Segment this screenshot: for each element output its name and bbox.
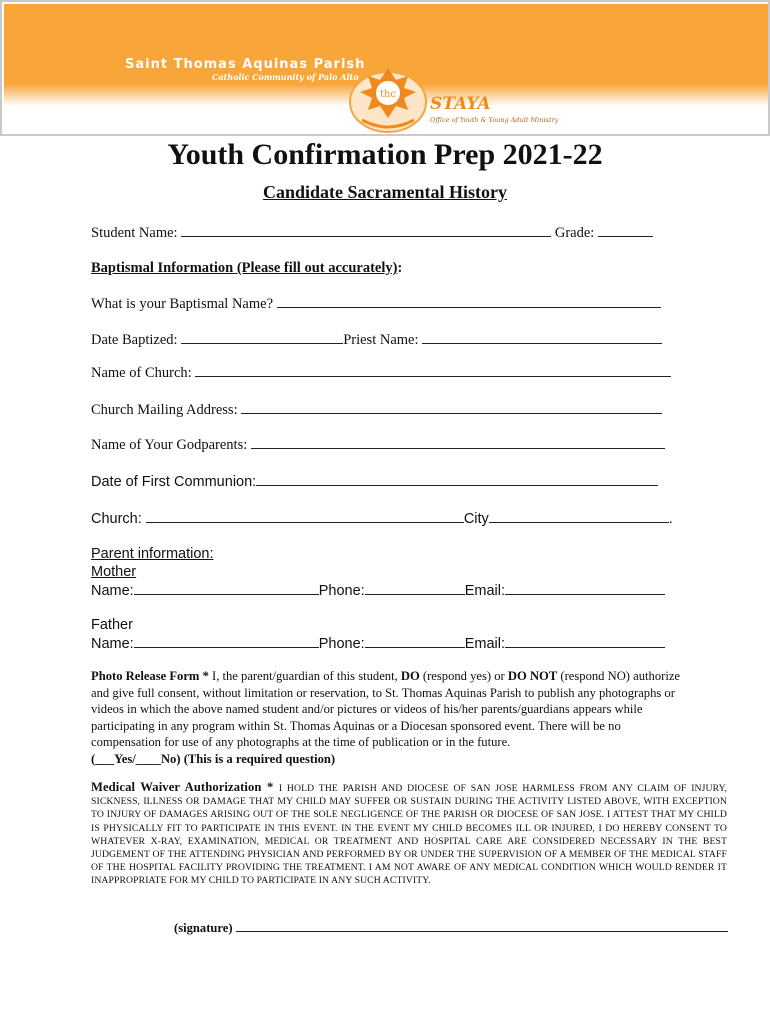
first-communion-field[interactable] [256, 473, 658, 486]
mother-phone-label: Phone: [318, 583, 365, 599]
mother-email-field[interactable] [505, 582, 665, 595]
photo-release-text3: (respond NO) authorize and give full consent, without limitation or reservation, to St. Thomas Aquinas Parish to publish any photographs or videos in which the above named student and/or pictures or videos of his/her parents/guardians appears while participating in any program within St. Thomas Aquinas or a Diocesan sponsored event. There will be no compensation for use of any photographs at the time of publication or in the future. [91, 669, 680, 749]
communion-church-row [91, 510, 673, 527]
father-phone-field[interactable] [365, 635, 465, 648]
staya-logo-icon [346, 62, 430, 134]
photo-release-yes-no[interactable]: (___Yes/____No) (This is a required question) [91, 751, 336, 766]
first-communion-label: Date of First Communion: [91, 474, 257, 490]
church-address-row [91, 401, 662, 419]
mother-email-label: Email: [464, 583, 505, 599]
grade-label: Grade: [554, 225, 595, 241]
student-name-label: Student Name: [91, 225, 178, 241]
medical-waiver-paragraph [91, 781, 727, 888]
page-subtitle: Candidate Sacramental History [263, 182, 507, 202]
baptismal-name-row [91, 295, 661, 313]
father-label: Father [91, 617, 133, 633]
date-baptized-field[interactable] [181, 331, 343, 344]
city-field[interactable] [489, 510, 669, 523]
medical-waiver-text: I HOLD THE PARISH AND DIOCESE OF SAN JOSE HARMLESS FROM ANY CLAIM OF INJURY, SICKNESS, ILLNESS OR DAMAGE THAT MY CHILD MAY SUFFER OR SUSTAIN DURING THE ACTIVITY LISTED ABOVE, WITH EXCEPTION TO INJURY OF DAMAGES ARISING OUT OF THE SOLE NEGLIGENCE OF THE PARISH OR DIOCESE OF SAN JOSE. I ATTEST THAT MY CHILD IS PHYSICALLY FIT TO PARTICIPATE IN THIS EVENT. IN THE EVENT MY CHILD BECOMES ILL OR INJURED, I DO HEREBY CONSENT TO WHATEVER X-RAY, EXAMINATION, MEDICAL OR TREATMENT AND HOSPITAL CARE ARE CONSIDERED NECESSARY IN THE BEST JUDGEMENT OF THE ATTENDING PHYSICIAN AND PERFORMED BY OR UNDER THE SUPERVISION OF A MEMBER OF THE MEDICAL STAFF OF THE HOSPITAL FACILITY PROVIDING THE TREATMENT. I AM NOT AWARE OF ANY MEDICAL CONDITION WHICH WOULD RENDER IT INAPPROPRIATE FOR MY CHILD TO PARTICIPATE IN ANY SUCH ACTIVITY. [91, 783, 727, 887]
priest-name-field[interactable] [422, 331, 662, 344]
date-baptized-row [91, 331, 662, 349]
page-title: Youth Confirmation Prep 2021-22 [167, 138, 603, 171]
mother-label: Mother [91, 564, 137, 580]
photo-release-star: * [199, 669, 213, 683]
baptismal-heading-text: Baptismal Information (Please fill out accurately) [91, 260, 398, 276]
parish-name: Saint Thomas Aquinas Parish [125, 57, 366, 72]
photo-release-heading: Photo Release Form [91, 669, 200, 683]
signature-row [174, 921, 728, 936]
church-address-label: Church Mailing Address: [91, 402, 238, 418]
father-row [91, 635, 665, 652]
header-banner [0, 0, 770, 136]
mother-name-field[interactable] [134, 582, 319, 595]
father-email-field[interactable] [505, 635, 665, 648]
photo-release-do: DO [400, 669, 420, 683]
photo-release-text2: (respond yes) or [419, 669, 508, 683]
father-phone-label: Phone: [318, 636, 365, 652]
first-communion-row [91, 473, 658, 490]
banner-top-band [4, 4, 768, 46]
mother-phone-field[interactable] [365, 582, 465, 595]
father-email-label: Email: [464, 636, 505, 652]
signature-label: (signature) [174, 921, 233, 935]
baptismal-heading-colon: : [397, 260, 403, 276]
date-baptized-label: Date Baptized: [91, 332, 178, 348]
baptismal-name-label: What is your Baptismal Name? [91, 296, 274, 312]
grade-field[interactable] [598, 224, 653, 237]
father-name-field[interactable] [134, 635, 319, 648]
city-end: . [668, 511, 673, 527]
church-name-row [91, 364, 671, 382]
communion-church-field[interactable] [146, 510, 464, 523]
communion-church-label: Church: [91, 511, 142, 527]
church-name-label: Name of Church: [91, 365, 192, 381]
parent-info-heading: Parent information: [91, 546, 214, 562]
student-name-field[interactable] [181, 224, 551, 237]
mother-name-label: Name: [91, 583, 134, 599]
medical-waiver-heading: Medical Waiver Authorization [91, 780, 262, 794]
godparents-label: Name of Your Godparents: [91, 437, 248, 453]
student-name-row [91, 224, 653, 242]
staya-subtitle: Office of Youth & Young Adult Ministry [430, 116, 559, 124]
mother-row [91, 582, 665, 599]
father-name-label: Name: [91, 636, 134, 652]
logo-initials: thc [379, 89, 397, 100]
church-address-field[interactable] [241, 401, 662, 414]
baptismal-name-field[interactable] [277, 295, 661, 308]
godparents-row [91, 436, 665, 454]
signature-field[interactable] [236, 921, 728, 932]
staya-title: STAYA [430, 94, 491, 114]
godparents-field[interactable] [251, 436, 665, 449]
priest-name-label: Priest Name: [343, 332, 419, 348]
baptismal-heading [91, 260, 402, 277]
photo-release-paragraph [91, 668, 685, 767]
church-name-field[interactable] [195, 364, 671, 377]
photo-release-text1: I, the parent/guardian of this student, [212, 669, 401, 683]
photo-release-do-not: DO NOT [507, 669, 558, 683]
medical-waiver-star: * [261, 780, 279, 794]
parish-subtitle: Catholic Community of Palo Alto [212, 72, 359, 82]
city-label: City [463, 511, 489, 527]
